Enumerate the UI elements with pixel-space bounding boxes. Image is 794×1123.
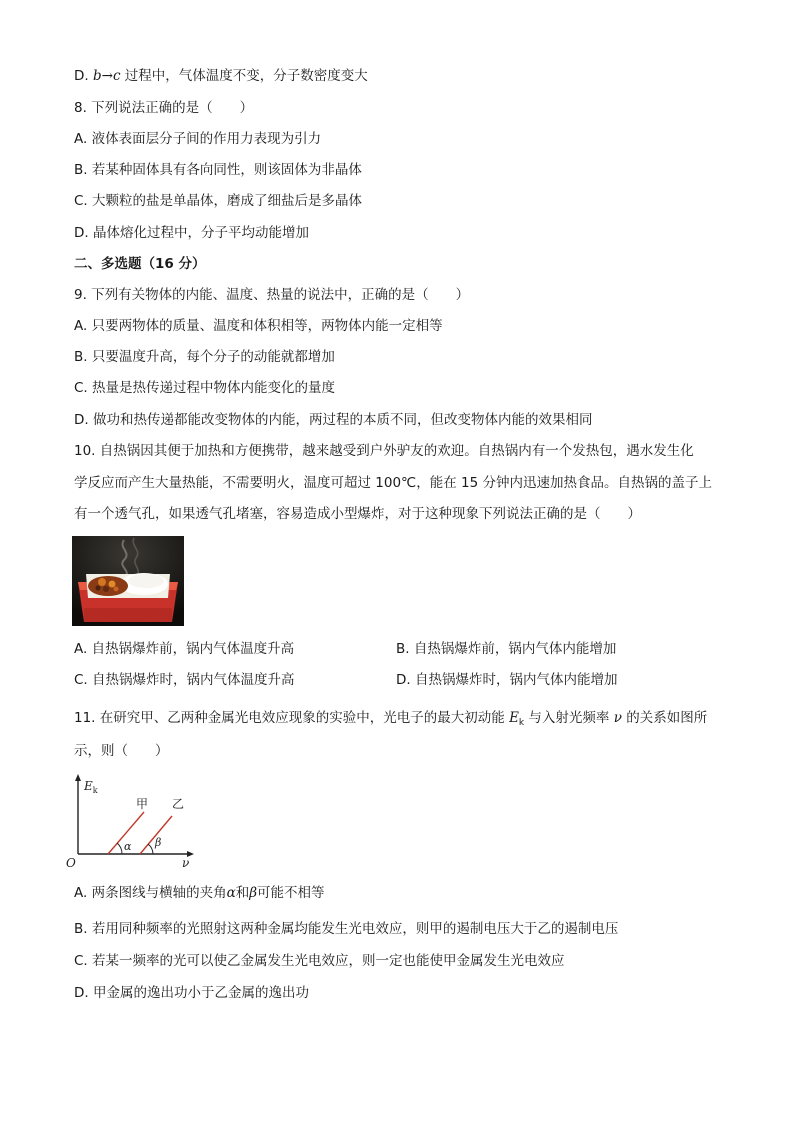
angle-alpha-label: α (124, 840, 132, 853)
q8-stem: 8. 下列说法正确的是（ ） (74, 100, 254, 116)
q9-option-a: A. 只要两物体的质量、温度和体积相等，两物体内能一定相等 (74, 318, 443, 334)
q9-stem: 9. 下列有关物体的内能、温度、热量的说法中，正确的是（ ） (74, 287, 470, 303)
section-heading-multiple-choice: 二、多选题（16 分） (74, 256, 206, 272)
q10-stem-line-2: 学反应而产生大量热能，不需要明火，温度可超过 100℃，能在 15 分钟内迅速加热食品。自热锅的盖子上 (74, 475, 712, 491)
line-jia-label: 甲 (136, 797, 149, 811)
q11-option-d: D. 甲金属的逸出功小于乙金属的逸出功 (74, 985, 309, 1001)
q10-stem-line-1: 10. 自热锅因其便于加热和方便携带，越来越受到户外驴友的欢迎。自热锅内有一个发热包，遇水发生化 (74, 443, 694, 459)
self-heating-hotpot-photo (72, 536, 184, 626)
q11-nu-symbol: ν (613, 710, 622, 726)
q11-option-b: B. 若用同种频率的光照射这两种金属均能发生光电效应，则甲的遏制电压大于乙的遏制电压 (74, 921, 619, 937)
q11-option-a-mid: 和 (235, 885, 250, 901)
q11-ek-vs-frequency-graph (64, 770, 204, 870)
q8-option-d: D. 晶体熔化过程中，分子平均动能增加 (74, 225, 309, 241)
q7-option-d (74, 67, 368, 85)
q9-option-c: C. 热量是热传递过程中物体内能变化的量度 (74, 380, 336, 396)
q11-stem-line-2: 示，则（ ） (74, 743, 169, 759)
q11-stem-line-1 (74, 709, 707, 732)
line-yi-label: 乙 (172, 797, 185, 811)
q9-option-b: B. 只要温度升高，每个分子的动能就都增加 (74, 349, 335, 365)
q11-option-a-beta: β (249, 885, 258, 901)
q9-option-d: D. 做功和热传递都能改变物体的内能，两过程的本质不同，但改变物体内能的效果相同 (74, 412, 593, 428)
q11-option-a-suffix: 可能不相等 (257, 885, 325, 901)
q10-stem-line-3: 有一个透气孔，如果透气孔堵塞，容易造成小型爆炸，对于这种现象下列说法正确的是（ ） (74, 506, 641, 522)
q10-option-b: B. 自热锅爆炸前，锅内气体内能增加 (396, 641, 617, 657)
angle-alpha-arc (117, 843, 122, 854)
q11-stem-text-b: 与入射光频率 (524, 710, 614, 726)
q11-stem-text-c: 的关系如图所 (621, 710, 708, 726)
q7-option-d-variable: b→c (92, 68, 121, 84)
q11-ek-subscript: k (518, 718, 525, 728)
angle-beta-arc (148, 844, 153, 854)
angle-beta-label: β (155, 836, 162, 849)
q7-option-d-text: 过程中，气体温度不变，分子数密度变大 (120, 68, 368, 84)
x-axis-label: ν (182, 856, 190, 870)
q8-option-c: C. 大颗粒的盐是单晶体，磨成了细盐后是多晶体 (74, 193, 363, 209)
q11-ek-symbol: E (509, 710, 519, 726)
q11-option-c: C. 若某一频率的光可以使乙金属发生光电效应，则一定也能使甲金属发生光电效应 (74, 953, 565, 969)
q11-option-a (74, 884, 325, 902)
q11-stem-text-a: 11. 在研究甲、乙两种金属光电效应现象的实验中，光电子的最大初动能 (74, 710, 510, 726)
q7-option-d-prefix: D. (74, 68, 93, 84)
q11-option-a-alpha: α (226, 885, 236, 901)
q8-option-a: A. 液体表面层分子间的作用力表现为引力 (74, 131, 322, 147)
origin-label: O (66, 856, 76, 870)
y-axis-arrow-icon (75, 774, 81, 781)
y-axis-label: $E_k$ (84, 779, 98, 795)
q8-option-b: B. 若某种固体具有各向同性，则该固体为非晶体 (74, 162, 362, 178)
q10-option-a: A. 自热锅爆炸前，锅内气体温度升高 (74, 641, 295, 657)
q10-option-d: D. 自热锅爆炸时，锅内气体内能增加 (396, 672, 618, 688)
hotpot-illustration (72, 536, 184, 626)
q10-option-c: C. 自热锅爆炸时，锅内气体温度升高 (74, 672, 295, 688)
q11-option-a-prefix: A. 两条图线与横轴的夹角 (74, 885, 227, 901)
